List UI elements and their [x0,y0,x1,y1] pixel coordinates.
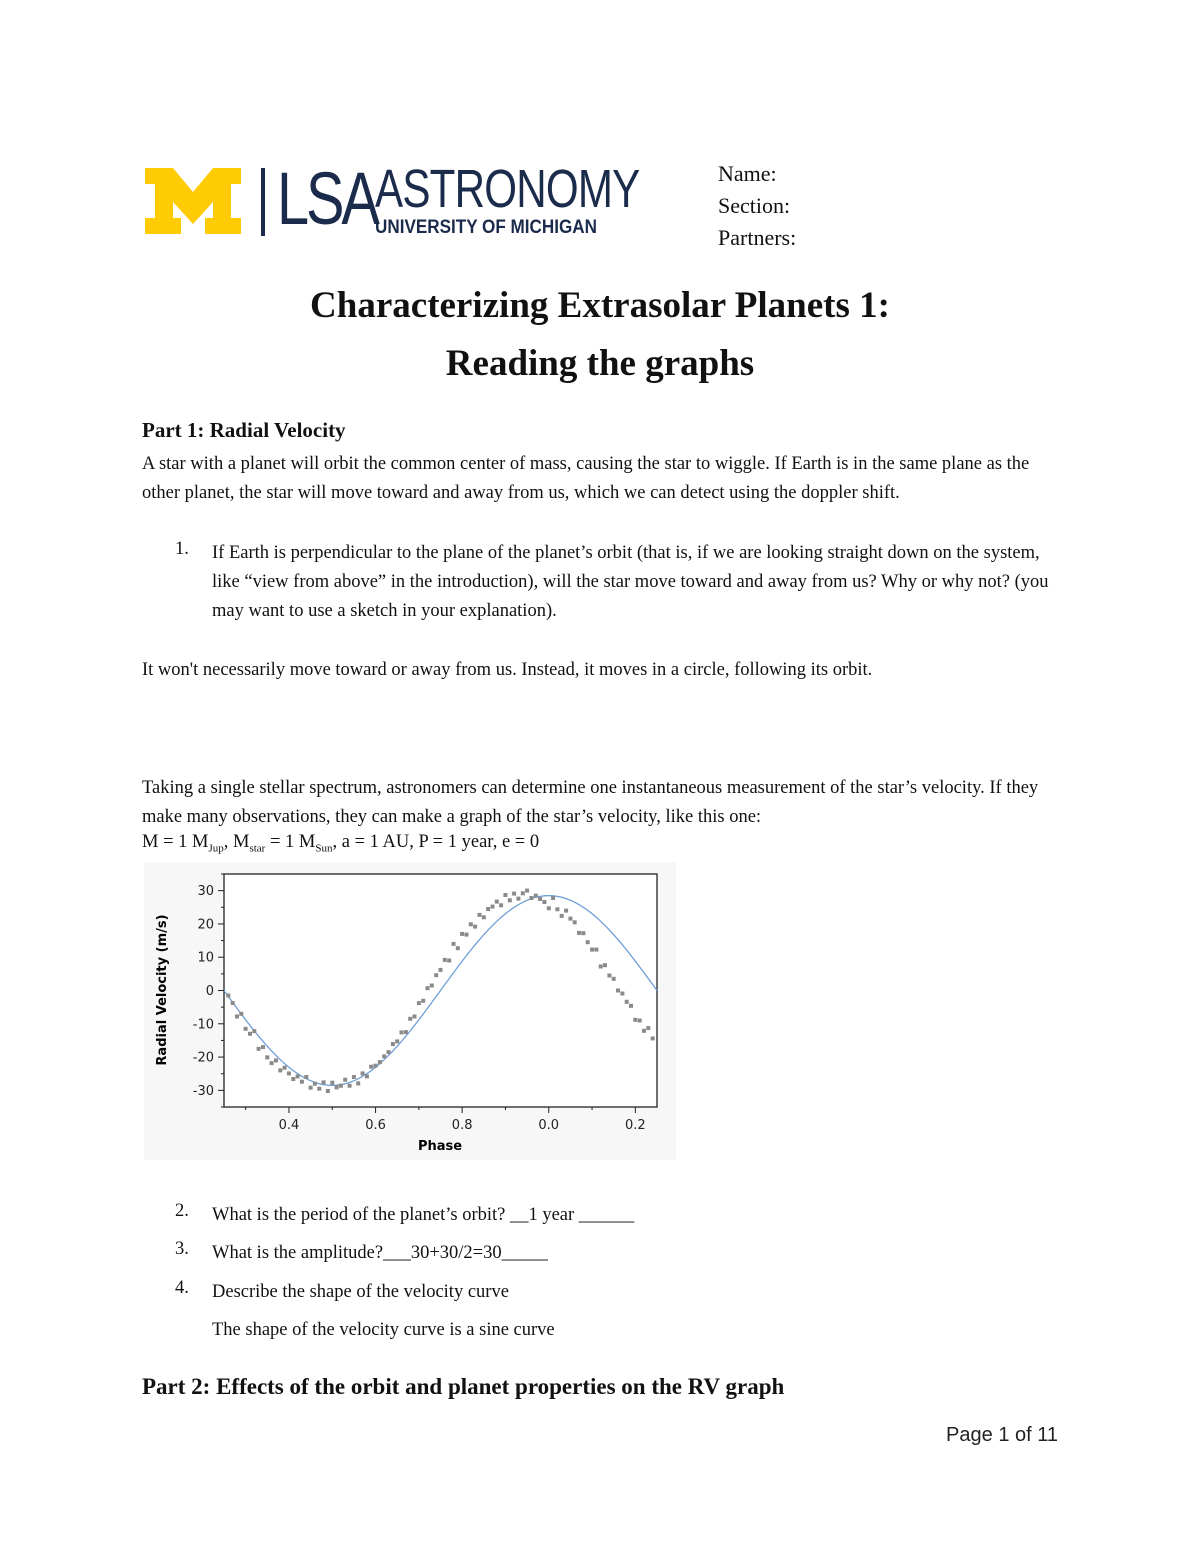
data-point [499,903,503,907]
data-point [283,1066,287,1070]
data-point [261,1045,265,1049]
data-point [478,913,482,917]
data-point [252,1029,256,1033]
data-point [348,1084,352,1088]
data-point [235,1015,239,1019]
data-point [426,986,430,990]
param-sub-star: star [249,842,266,855]
data-point [607,974,611,978]
data-point [365,1074,369,1078]
data-point [460,932,464,936]
data-point [577,931,581,935]
data-point [257,1047,261,1051]
param-m-planet: M = 1 M [142,832,209,852]
part2-heading: Part 2: Effects of the orbit and planet properties on the RV graph [142,1374,785,1399]
data-point [551,896,555,900]
system-parameters [142,832,539,855]
y-tick-label: -30 [192,1083,214,1099]
data-point [378,1060,382,1064]
data-point [503,893,507,897]
question-1-text: If Earth is perpendicular to the plane of the planet’s orbit (that is, if we are looking straight down on the system, like “view from above” in the introduction), will the star move toward and away from us? Why or why not? (you may want to use a sketch in your explanation). [212,543,1049,621]
data-point [300,1080,304,1084]
radial-velocity-chart-svg [144,862,676,1160]
data-point [387,1050,391,1054]
radial-velocity-chart [144,862,676,1160]
question-1-number: 1. [175,539,189,559]
x-tick-label: 0.2 [625,1118,646,1133]
data-point [447,959,451,963]
y-tick-label: 0 [205,984,214,999]
data-point [330,1081,334,1085]
data-point [421,999,425,1003]
data-point [482,915,486,919]
data-point [560,914,564,918]
data-point [599,965,603,969]
data-point [408,1017,412,1021]
data-point [226,994,230,998]
data-point [521,891,525,895]
data-point [313,1082,317,1086]
logo-university-text: UNIVERSITY OF MICHIGAN [375,217,598,238]
x-tick-label: 0.8 [451,1118,473,1133]
data-point [339,1084,343,1088]
data-point [564,909,568,913]
logo-lsa-text: LSA [277,157,377,240]
param-sub-jup: Jup [208,842,224,855]
data-point [270,1061,274,1065]
data-point [239,1012,243,1016]
question-3-text: What is the amplitude?___30+30/2=30_____ [212,1243,548,1263]
part1-heading: Part 1: Radial Velocity [142,418,346,442]
y-axis-label: Radial Velocity (m/s) [155,914,170,1066]
data-point [612,977,616,981]
data-point [629,1004,633,1008]
data-point [309,1086,313,1090]
param-m-star: , M [223,832,250,852]
data-point [430,984,434,988]
y-tick-label: -20 [192,1050,214,1066]
data-point [291,1077,295,1081]
question-4-answer: The shape of the velocity curve is a sine curve [212,1320,555,1340]
data-point [326,1089,330,1093]
data-point [538,897,542,901]
student-info-fields [718,158,796,254]
data-point [590,948,594,952]
data-point [343,1078,347,1082]
data-point [646,1026,650,1030]
page-number: Page 1 of 11 [946,1424,1058,1446]
data-point [529,896,533,900]
data-point [391,1042,395,1046]
question-1-answer: It won't necessarily move toward or away from us. Instead, it moves in a circle, following its orbit. [142,660,873,680]
data-point [620,992,624,996]
y-tick-label: -10 [192,1017,214,1033]
data-point [352,1075,356,1079]
page-title-line1: Characterizing Extrasolar Planets 1: [310,285,890,326]
y-tick-label: 20 [197,917,214,933]
data-point [322,1080,326,1084]
question-2-number: 2. [175,1201,189,1221]
data-point [473,925,477,929]
part1-intro: A star with a planet will orbit the common center of mass, causing the star to wiggle. If Earth is in the same plane as the other planet, the star will move toward and away from us, which we can detect using the doppler shift. [142,454,1030,503]
data-point [452,942,456,946]
data-point [382,1054,386,1058]
section-field-label: Section: [718,193,791,218]
data-point [633,1018,637,1022]
data-point [400,1030,404,1034]
x-tick-label: 0.4 [278,1118,300,1133]
x-axis-label: Phase [417,1139,463,1154]
data-point [369,1065,373,1069]
data-point [534,894,538,898]
data-point [374,1064,378,1068]
logo-divider [261,168,265,236]
data-point [512,892,516,896]
data-point [465,933,469,937]
logo-astronomy-text: ASTRONOMY [375,159,640,219]
param-sub-sun: Sun [315,842,333,855]
data-point [486,907,490,911]
data-point [361,1071,365,1075]
velocity-graph-intro: Taking a single stellar spectrum, astronomers can determine one instantaneous measurement of the star’s velocity. If they make many observations, they can make a graph of the star’s velocity, like this one: [142,778,1039,827]
data-point [434,973,438,977]
page-title-line2: Reading the graphs [445,343,755,384]
data-point [516,897,520,901]
data-point [395,1039,399,1043]
data-point [356,1081,360,1085]
data-point [642,1029,646,1033]
data-point [456,946,460,950]
data-point [274,1058,278,1062]
data-point [417,1001,421,1005]
data-point [603,963,607,967]
data-point [248,1032,252,1036]
data-point [296,1074,300,1078]
block-m-shape [145,168,241,234]
y-tick-label: 30 [197,884,214,900]
data-point [278,1068,282,1072]
data-point [491,905,495,909]
data-point [581,931,585,935]
data-point [443,958,447,962]
data-point [265,1055,269,1059]
name-field-label: Name: [718,161,777,186]
data-point [547,906,551,910]
data-point [413,1015,417,1019]
x-tick-label: 0.0 [538,1118,560,1133]
data-point [304,1075,308,1079]
data-point [495,900,499,904]
data-point [244,1027,248,1031]
data-point [404,1030,408,1034]
data-point [542,900,546,904]
data-point [335,1085,339,1089]
y-tick-label: 10 [197,950,214,966]
question-4-text: Describe the shape of the velocity curve [212,1282,509,1302]
data-point [317,1087,321,1091]
data-point [287,1071,291,1075]
data-point [231,1001,235,1005]
param-rest: , a = 1 AU, P = 1 year, e = 0 [332,832,540,852]
data-point [573,920,577,924]
data-point [508,898,512,902]
data-point [586,940,590,944]
data-point [555,907,559,911]
data-point [651,1036,655,1040]
data-point [439,968,443,972]
block-m-logo [143,166,243,236]
x-tick-label: 0.6 [365,1118,386,1133]
data-point [638,1019,642,1023]
param-m-star-eq: = 1 M [265,832,316,852]
data-point [616,989,620,993]
question-2-text: What is the period of the planet’s orbit? __1 year ______ [212,1205,635,1225]
question-4-number: 4. [175,1278,189,1298]
data-point [469,922,473,926]
data-point [525,889,529,893]
data-point [594,948,598,952]
lsa-astronomy-logo [143,157,663,242]
data-point [625,1000,629,1004]
data-point [568,917,572,921]
partners-field-label: Partners: [718,225,797,250]
question-3-number: 3. [175,1239,189,1259]
